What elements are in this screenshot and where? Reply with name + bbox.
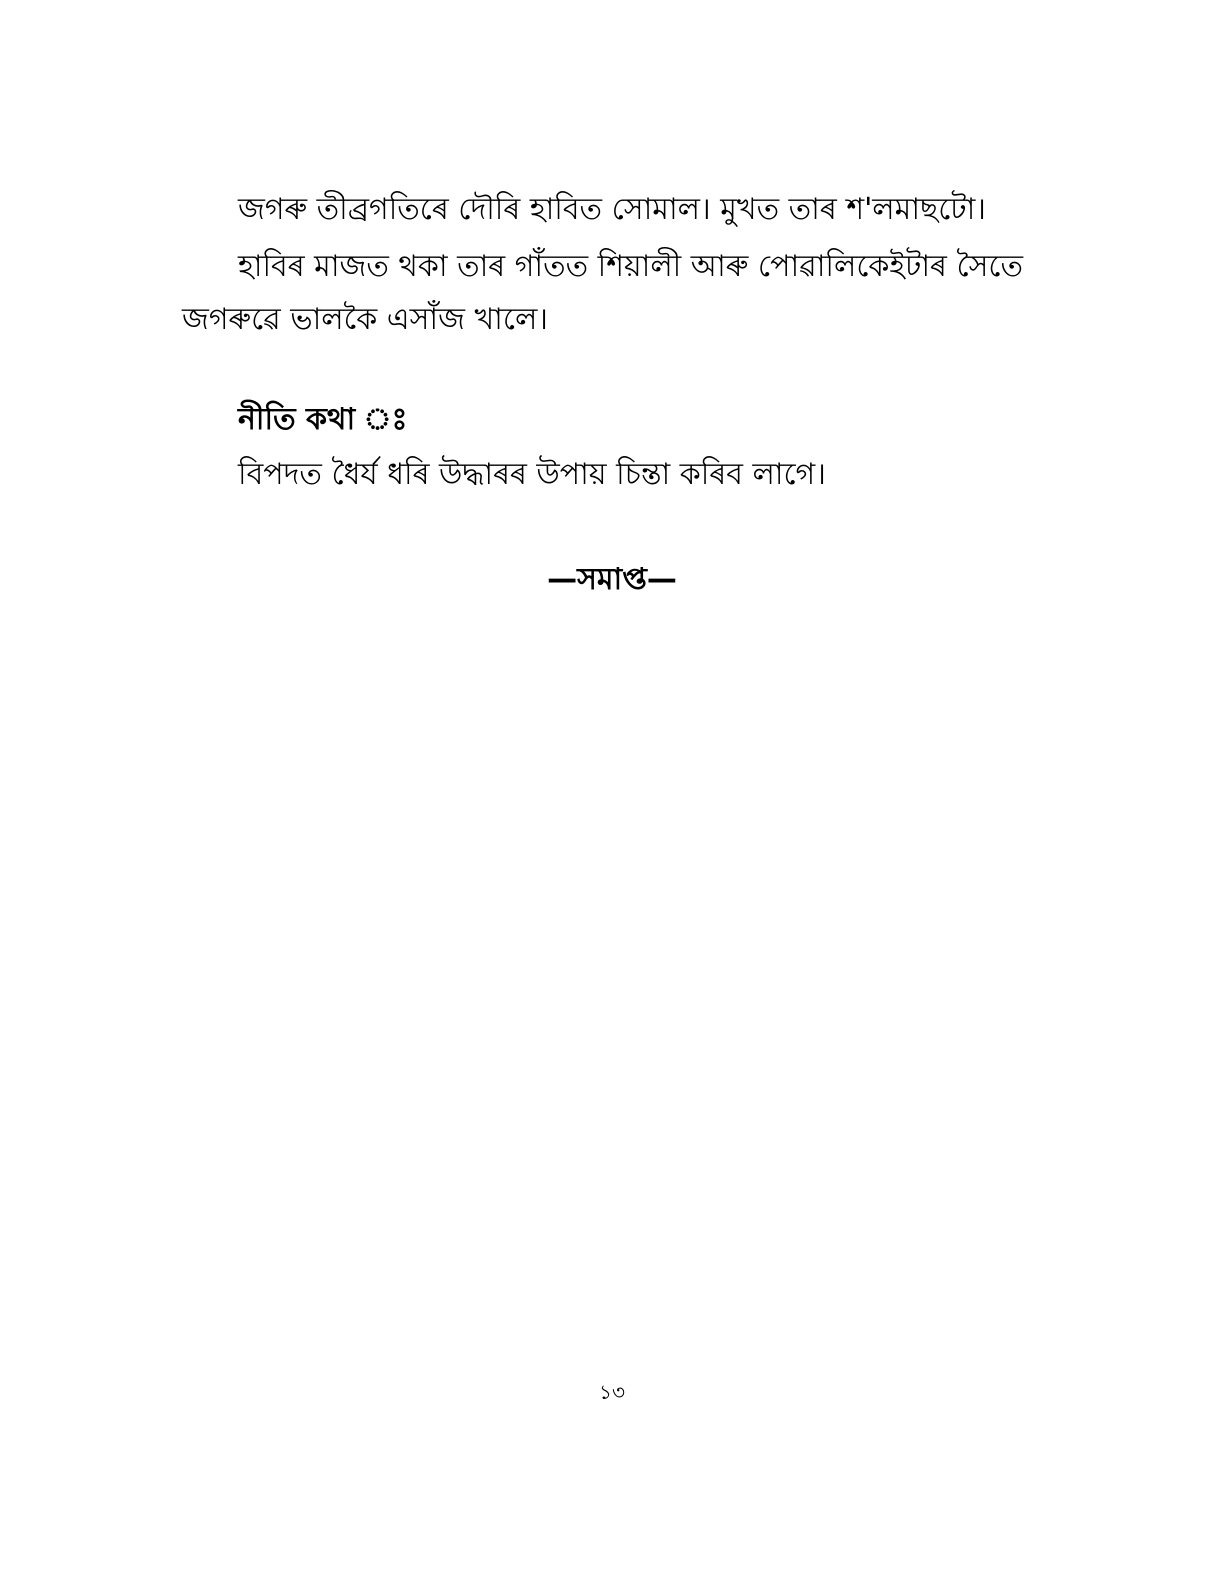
moral-text: বিপদত ধৈৰ্য ধৰি উদ্ধাৰৰ উপায় চিন্তা কৰিব লাগে। xyxy=(238,457,826,492)
story-paragraph-1: জগৰু তীব্ৰগতিৰে দৌৰি হাবিত সোমাল। মুখত তাৰ শ'লমাছটো। xyxy=(238,192,987,227)
story-paragraph-2-line-1: হাবিৰ মাজত থকা তাৰ গাঁতত শিয়ালী আৰু পোৱালিকেইটাৰ সৈতে xyxy=(238,249,1023,284)
page-number: ১৩ xyxy=(599,1380,625,1404)
story-paragraph-2-line-2: জগৰুৱে ভালকৈ এসাঁজ খালে। xyxy=(182,302,549,337)
end-mark: —সমাপ্ত— xyxy=(547,562,677,597)
moral-heading: নীতি কথা ঃ xyxy=(238,402,408,437)
